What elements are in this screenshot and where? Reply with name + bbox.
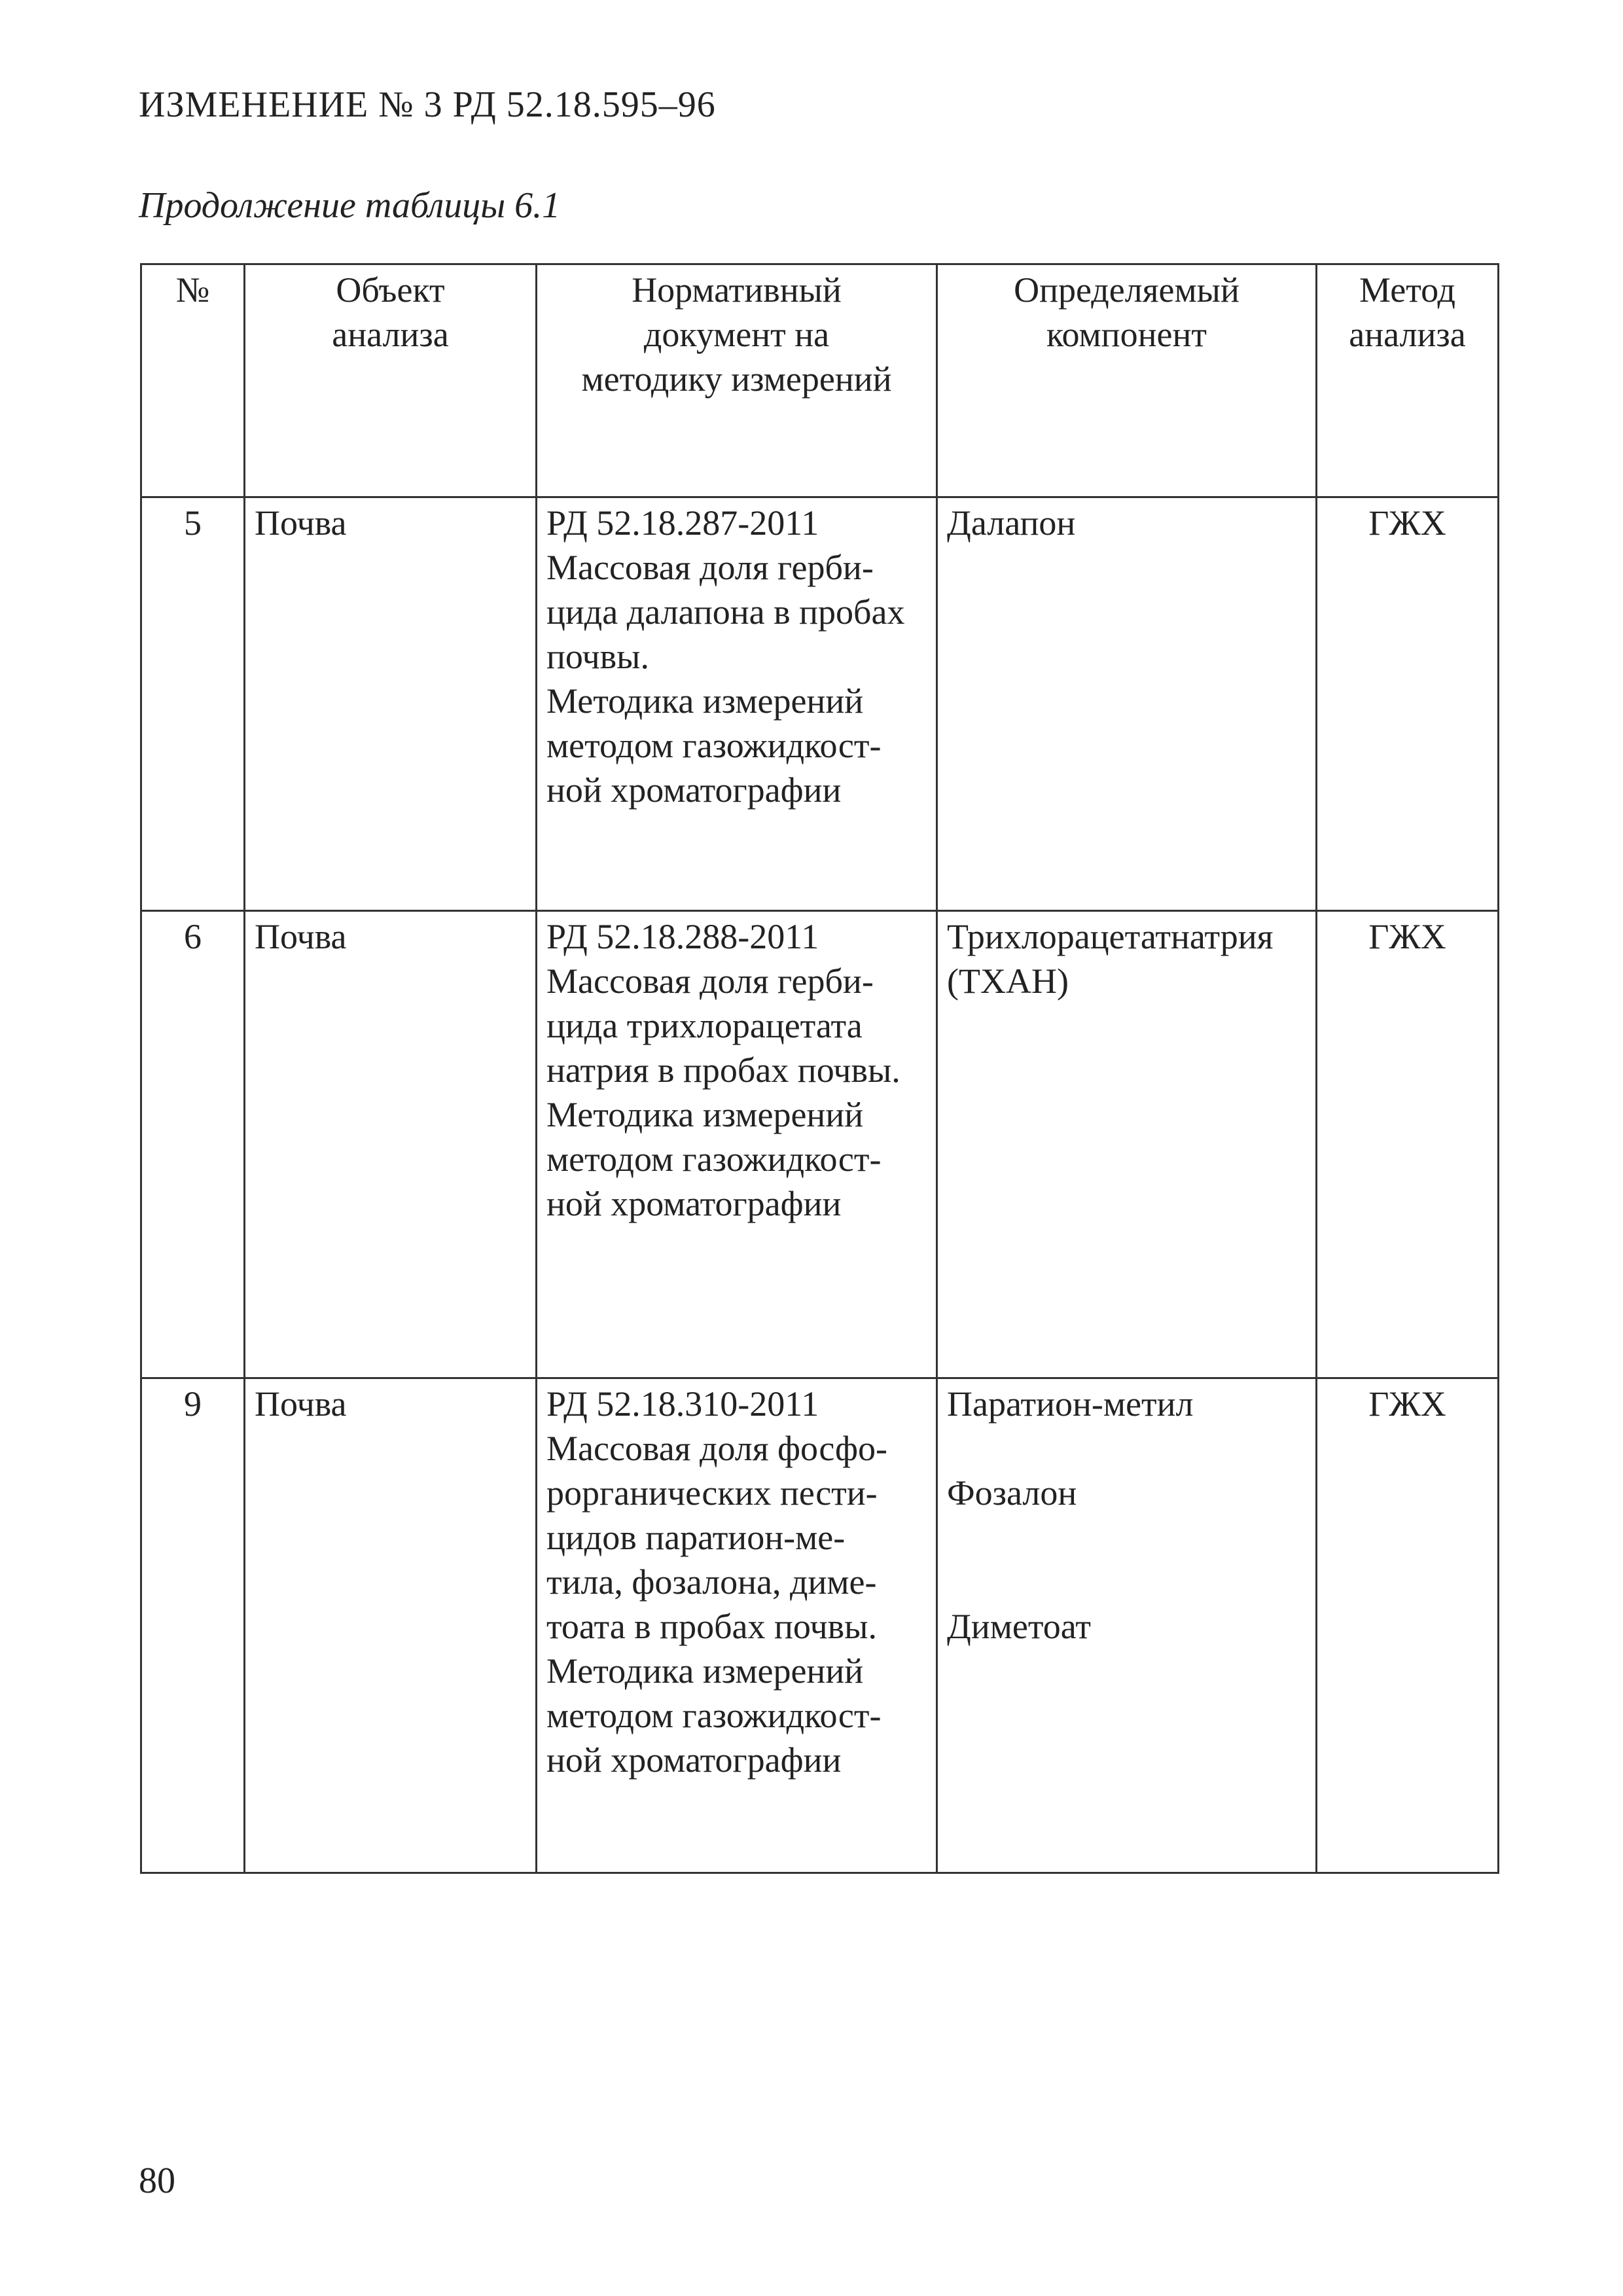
document-line: тила, фозалона, диме- [546,1562,877,1602]
header-method [1317,264,1499,497]
row-document [537,911,937,1378]
header-document-line: методику измерений [581,359,892,399]
document-line: методом газожидкост- [546,1139,882,1179]
component-line [947,1426,1306,1471]
header-document-line: документ на [643,315,830,354]
row-object: Почва [245,1378,537,1873]
document-line: Методика измерений [546,1095,864,1134]
document-line: ной хроматографии [546,770,842,810]
table-row [141,1378,1499,1873]
document-line: ной хроматографии [546,1184,842,1223]
component-line: Паратион-метил [947,1384,1194,1424]
row-object: Почва [245,497,537,911]
document-line: РД 52.18.287-2011 [546,503,819,543]
document-line: РД 52.18.288-2011 [546,917,819,956]
component-line [947,1515,1306,1560]
row-component [937,1378,1317,1873]
header-component [937,264,1317,497]
table-row [141,911,1499,1378]
header-object-line: анализа [332,315,449,354]
component-line: Далапон [947,503,1076,543]
row-number: 6 [141,911,245,1378]
header-object [245,264,537,497]
table-body [141,497,1499,1873]
document-line: цида трихлорацетата [546,1006,863,1045]
header-document-line: Нормативный [632,270,842,310]
document-header: ИЗМЕНЕНИЕ № 3 РД 52.18.595–96 [139,84,716,125]
component-line: (ТХАН) [947,961,1069,1001]
row-object: Почва [245,911,537,1378]
header-document [537,264,937,497]
document-line: РД 52.18.310-2011 [546,1384,819,1424]
header-method-line: анализа [1349,315,1466,354]
header-number: № [141,264,245,497]
document-line: цида далапона в пробах [546,592,905,632]
document-line: Методика измерений [546,681,864,721]
document-line: Методика измерений [546,1651,864,1691]
document-line: Массовая доля герби- [546,548,874,587]
table-row [141,497,1499,911]
document-line: тоата в пробах почвы. [546,1607,877,1646]
analysis-table [140,263,1499,1874]
document-line: методом газожидкост- [546,726,882,765]
header-component-line: Определяемый [1014,270,1240,310]
component-line: Диметоат [947,1607,1091,1646]
document-line: цидов паратион-ме- [546,1518,846,1557]
row-method: ГЖХ [1317,497,1499,911]
row-method: ГЖХ [1317,911,1499,1378]
document-line: Массовая доля фосфо- [546,1429,887,1468]
row-component [937,911,1317,1378]
component-line: Трихлорацетатнатрия [947,917,1274,956]
document-line: Массовая доля герби- [546,961,874,1001]
document-line: ной хроматографии [546,1740,842,1780]
page-number: 80 [139,2161,175,2201]
table-header-row [141,264,1499,497]
row-document [537,1378,937,1873]
table-caption: Продолжение таблицы 6.1 [139,185,561,226]
row-number: 5 [141,497,245,911]
header-component-line: компонент [1046,315,1207,354]
row-number: 9 [141,1378,245,1873]
row-document [537,497,937,911]
component-line [947,1560,1306,1604]
row-method: ГЖХ [1317,1378,1499,1873]
header-object-line: Объект [336,270,445,310]
header-method-line: Метод [1359,270,1456,310]
document-line: рорганических пести- [546,1473,878,1513]
document-line: почвы. [546,637,649,676]
document-line: методом газожидкост- [546,1696,882,1735]
component-line: Фозалон [947,1473,1077,1513]
row-component [937,497,1317,911]
document-line: натрия в пробах почвы. [546,1050,901,1090]
